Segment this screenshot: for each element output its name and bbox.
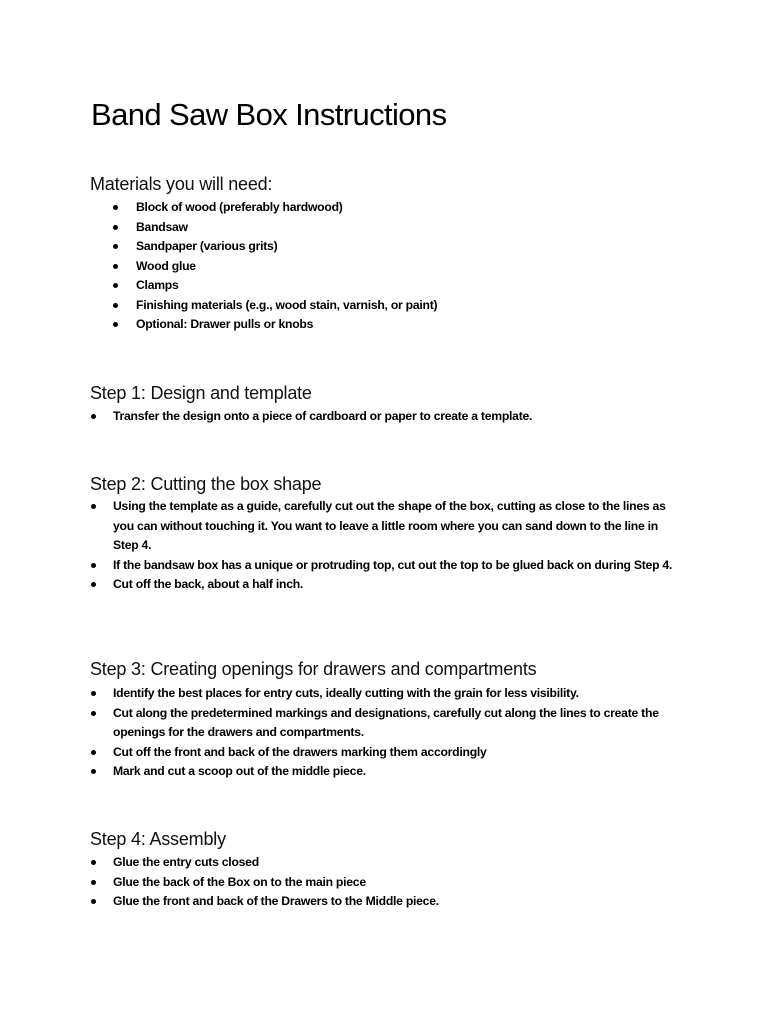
list-item bbox=[113, 743, 673, 763]
bullet-icon bbox=[91, 504, 96, 509]
materials-heading: Materials you will need: bbox=[90, 174, 273, 194]
bullet-icon bbox=[113, 283, 118, 288]
list-item-text: Cut along the predetermined markings and designations, carefully cut along the lines to create the openings for the drawers and compartments. bbox=[113, 705, 659, 739]
list-item-text: Cut off the back, about a half inch. bbox=[113, 577, 304, 591]
document-title: Band Saw Box Instructions bbox=[91, 97, 447, 132]
bullet-icon bbox=[113, 303, 118, 308]
list-item bbox=[136, 257, 556, 277]
bullet-icon bbox=[91, 582, 96, 587]
step-1-list bbox=[113, 407, 673, 427]
bullet-icon bbox=[91, 711, 96, 716]
list-item bbox=[136, 237, 556, 257]
list-item-text: Clamps bbox=[136, 278, 179, 292]
bullet-icon bbox=[91, 414, 96, 419]
list-item bbox=[113, 704, 673, 743]
list-item bbox=[113, 853, 673, 873]
list-item bbox=[113, 873, 673, 893]
list-item-text: Finishing materials (e.g., wood stain, varnish, or paint) bbox=[136, 297, 438, 312]
bullet-icon bbox=[91, 691, 96, 696]
bullet-icon bbox=[91, 860, 96, 865]
list-item-text: Glue the back of the Box on to the main piece bbox=[113, 874, 366, 889]
list-item-text: Cut off the front and back of the drawers marking them accordingly bbox=[113, 744, 487, 759]
list-item bbox=[136, 276, 556, 296]
bullet-icon bbox=[113, 244, 118, 249]
list-item bbox=[113, 556, 673, 576]
list-item bbox=[113, 407, 673, 427]
list-item-text: Bandsaw bbox=[136, 219, 188, 234]
step-2-heading: Step 2: Cutting the box shape bbox=[90, 474, 322, 494]
list-item-text: Optional: Drawer pulls or knobs bbox=[136, 317, 314, 331]
step-3-list bbox=[113, 684, 673, 782]
list-item-text: Wood glue bbox=[136, 258, 196, 273]
list-item bbox=[113, 892, 673, 912]
list-item-text: Glue the entry cuts closed bbox=[113, 855, 259, 869]
bullet-icon bbox=[113, 225, 118, 230]
list-item-text: Block of wood (preferably hardwood) bbox=[136, 200, 343, 214]
step-4-list bbox=[113, 853, 673, 912]
list-item bbox=[113, 575, 673, 595]
list-item bbox=[136, 218, 556, 238]
step-3-heading: Step 3: Creating openings for drawers and compartments bbox=[90, 659, 537, 679]
list-item-text: If the bandsaw box has a unique or protruding top, cut out the top to be glued back on during Step 4. bbox=[113, 557, 673, 572]
step-1-heading: Step 1: Design and template bbox=[90, 383, 312, 403]
list-item bbox=[113, 684, 673, 704]
bullet-icon bbox=[91, 899, 96, 904]
bullet-icon bbox=[91, 563, 96, 568]
list-item bbox=[136, 315, 556, 335]
step-2-list bbox=[113, 497, 673, 595]
bullet-icon bbox=[91, 880, 96, 885]
list-item bbox=[136, 198, 556, 218]
bullet-icon bbox=[113, 322, 118, 327]
list-item bbox=[113, 762, 673, 782]
list-item bbox=[113, 497, 673, 556]
list-item-text: Glue the front and back of the Drawers to the Middle piece. bbox=[113, 894, 439, 908]
bullet-icon bbox=[91, 750, 96, 755]
list-item-text: Sandpaper (various grits) bbox=[136, 239, 278, 253]
materials-list bbox=[136, 198, 556, 335]
list-item bbox=[136, 296, 556, 316]
list-item-text: Using the template as a guide, carefully cut out the shape of the box, cutting as close to the lines as you can without touching it. You want to leave a little room where you can sand down to the line in Step 4. bbox=[113, 499, 666, 552]
bullet-icon bbox=[91, 769, 96, 774]
list-item-text: Identify the best places for entry cuts, ideally cutting with the grain for less visibility. bbox=[113, 686, 579, 700]
list-item-text: Mark and cut a scoop out of the middle piece. bbox=[113, 764, 366, 778]
list-item-text: Transfer the design onto a piece of cardboard or paper to create a template. bbox=[113, 409, 533, 423]
bullet-icon bbox=[113, 205, 118, 210]
step-4-heading: Step 4: Assembly bbox=[90, 829, 226, 849]
bullet-icon bbox=[113, 264, 118, 269]
